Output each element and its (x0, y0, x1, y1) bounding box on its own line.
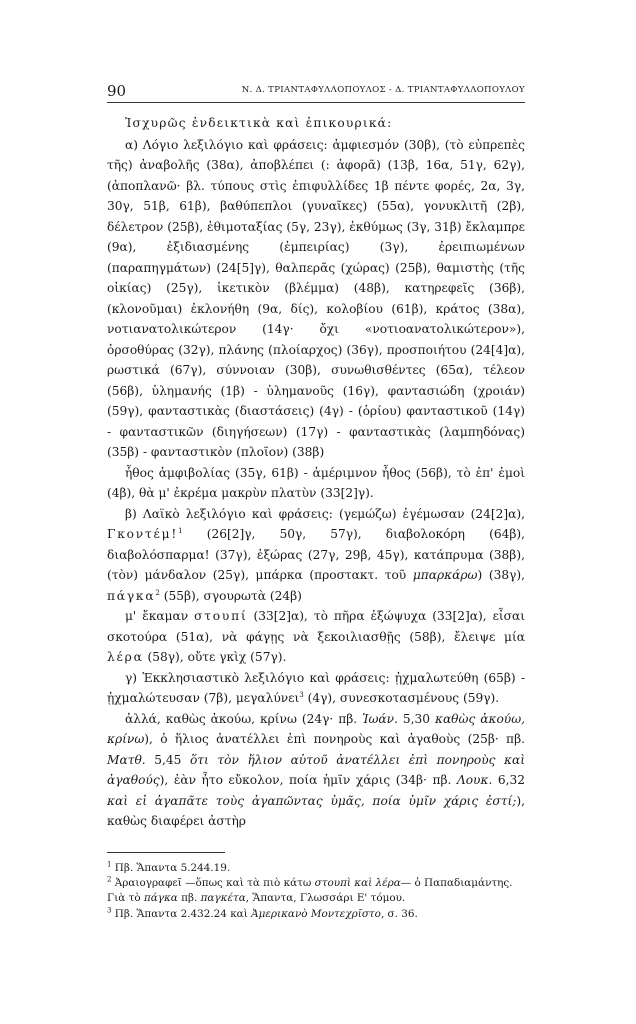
text-run: (4γ), συνεσκοτασμένους (59γ). (307, 691, 500, 705)
text-run: ) (38γ), (477, 568, 525, 582)
footnote-ref: 1 (178, 526, 183, 535)
italic-ref: Ματθ. (107, 752, 146, 767)
footnote-mark: 2 (107, 875, 112, 884)
text-run: ἀλλά, καθὼς ἀκούω, κρίνω (24γ· πβ. (125, 711, 358, 726)
running-head: Ν. Δ. ΤΡΙΑΝΤΑΦΥΛΛΟΠΟΥΛΟΣ - Δ. ΤΡΙΑΝΤΑΦΥΛΛΟΠΟΥΛΟΥ (241, 85, 525, 95)
text-run: Ἀραιογραφεῖ —ὅπως καὶ τὰ πιὸ κάτω (114, 877, 312, 890)
italic-word: παγκέτα (200, 892, 246, 905)
section-heading: Ἰσχυρῶς ἐνδεικτικὰ καὶ ἐπικουρικά: (125, 116, 393, 130)
italic-ref: Λουκ. (456, 773, 493, 787)
footnote-mark: 3 (107, 906, 112, 915)
footnote-ref: 2 (155, 588, 160, 597)
text-run: (33[2]α), τὸ πῆρα ἐξώψυχα (33[2]α), εἶσαι σκοτούρα (51α), νὰ φάγῃς νὰ ξεκοιλιασθῇς (58β), ἔλειψε μία (107, 609, 525, 644)
text-run: , σ. 36. (380, 907, 418, 920)
text-run: (55β), σγουρωτὰ (24β) (163, 588, 302, 603)
text-run: 5,45 (154, 752, 182, 767)
text-run: (26[2]γ, 50γ, 57γ), διαβολοκόρη (64β), διαβολόσπαρμα! (37γ), ἐξώρας (27γ, 29β, 45γ), κατάπρυμα (38β), (τὸν) μάνδαλον (25γ), μπάρκα (προστακτ. τοῦ (107, 527, 526, 582)
running-header (107, 82, 525, 103)
page-number: 90 (107, 82, 127, 100)
italic-word: στουπὶ καὶ λέρα (314, 877, 401, 890)
italic-word: Ἀμερικανὸ Μοντεχρῖστο (251, 907, 381, 920)
italic-word: πάγκα (143, 892, 178, 905)
italic-word: μπαρκάρω (412, 568, 478, 582)
text-run: β) Λαϊκὸ λεξιλόγιο καὶ φράσεις: (γεμώζω) ἐγέμωσαν (24[2]α), (125, 506, 525, 521)
footnote-2 (107, 876, 525, 906)
text-run: πβ. (181, 892, 198, 905)
paragraph-church-vocabulary (107, 668, 525, 709)
paragraph-learned-vocabulary-cont: ἦθος ἀμφιβολίας (35γ, 61β) - ἀμέριμνον ἦθος (56β), τὸ ἐπ' ἐμοὶ (4β), θὰ μ' ἐκρέμα μακρὺν πλατὺν (33[2]γ). (107, 465, 525, 500)
text-run: Πβ. Ἅπαντα 2.432.24 καὶ (114, 907, 248, 920)
footnotes (107, 852, 525, 922)
text-run: 5,30 (402, 711, 430, 726)
text-run: (58γ), οὔτε γκὶχ (57γ). (147, 650, 287, 664)
text-run: 6,32 (497, 773, 525, 787)
text-run: γ) Ἐκκλησιαστικὸ λεξιλόγιο καὶ φράσεις: ᾐχμαλωτεύθη (65β) - ᾐχμαλώτευσαν (7β), μεγαλύνει (107, 670, 525, 705)
italic-ref: Ἰωάν. (362, 711, 398, 726)
footnote-mark: 1 (107, 860, 112, 869)
text-run: — ὁ Παπαδιαμάντης. Γιὰ τὸ (107, 877, 513, 905)
text-run: , Ἅπαντα, Γλωσσάρι Ε' τόμου. (245, 892, 406, 905)
paragraph-biblical-quotes (107, 709, 525, 832)
text-run: ), ἐὰν ἦτο εὔκολον, ποία ἡμῖν χάρις (34β· πβ. (159, 773, 452, 787)
italic-quote: καθὼς ἀκούω, κρίνω (107, 711, 526, 746)
text-run: μ' ἔκαμαν (125, 609, 189, 623)
spaced-word: πάγκα (107, 588, 156, 603)
page (107, 82, 525, 832)
spaced-word: Γκοντέμ! (107, 527, 179, 541)
text-run: ), ὁ ἥλιος ἀνατέλλει ἐπὶ πονηροὺς καὶ ἀγαθοὺς (25β· πβ. (144, 732, 525, 746)
italic-quote: ὅτι τὸν ἥλιον αὐτοῦ ἀνατέλλει ἐπὶ πονηροὺς καὶ ἀγαθούς (107, 752, 526, 787)
footnote-text: Πβ. Ἅπαντα 5.244.19. (114, 862, 231, 874)
paragraph-learned-vocabulary: α) Λόγιο λεξιλόγιο καὶ φράσεις: ἀμφιεσμόν (30β), (τὸ εὐπρεπὲς τῆς) ἀναβολῆς (38α), ἀποβλέπει (: ἀφορᾶ) (13β, 16α, 51γ, 62γ), (ἀποπλανῶ· βλ. τύπους στὶς ἐπιφυλλίδες 1β πέντε φορές, 2α, 3γ, 30γ, 51β, 61β), βαθύπεπλοι (γυναῖκες) (55α), γονυκλιτῆ (2β), δέλετρον (25β), ἐθιμοταξίας (5γ, 23γ), ἐκθύμως (3γ, 31β) ἔκλαμπρε (9α), ἐξιδιασμένης (ἐμπειρίας) (3γ), ἐρειπιωμένων (παραπηγμάτων) (24[5]γ), θαλπερᾶς (χώρας) (25β), θαμιστὴς (τῆς οἰκίας) (25γ), ἱκετικὸν (βλέμμα) (48β), κατηρεφεῖς (36β), (κλονοῦμαι) ἐκλονήθη (9α, δίς), κολοβίου (61β), κράτος (38α), νοτιανατολικώτερον (14γ· ὄχι «νοτιοανατολικώτερον»), ὀρσοθύρας (32γ), πλάνης (πλοίαρχος) (36γ), προσποιήτου (24[4]α), ρωστικά (67γ), σύννοιαν (30β), συνωθισθέντες (65α), τέλεον (56β), ὑλημανής (1β) - ὑλημανοῦς (16γ), φαντασιώδη (χροιάν) (59γ), φανταστικὰς (διαστάσεις) (4γ) - (ὁρίου) φανταστικοῦ (14γ) - φανταστικῶν (διηγήσεων) (17γ) - φανταστικὰς (λαμπηδόνας) (35β) - φανταστικὸν (πλοῖον) (38β) (107, 137, 525, 459)
italic-quote: καὶ εἰ ἀγαπᾶτε τοὺς ἀγαπῶντας ὑμᾶς, ποία ὑμῖν χάρις ἐστί; (107, 793, 517, 808)
body-text (107, 113, 525, 832)
paragraph-folk-vocabulary (107, 504, 525, 607)
spaced-word: λέρα (107, 650, 144, 664)
paragraph-folk-vocabulary-cont (107, 606, 525, 668)
footnote-ref: 3 (299, 690, 304, 699)
spaced-word: στουπί (194, 609, 248, 623)
text-run: ), καθὼς διαφέρει ἀστὴρ (107, 793, 525, 828)
footnote-rule (107, 852, 225, 853)
footnote-3 (107, 907, 525, 922)
footnote-1 (107, 861, 525, 876)
